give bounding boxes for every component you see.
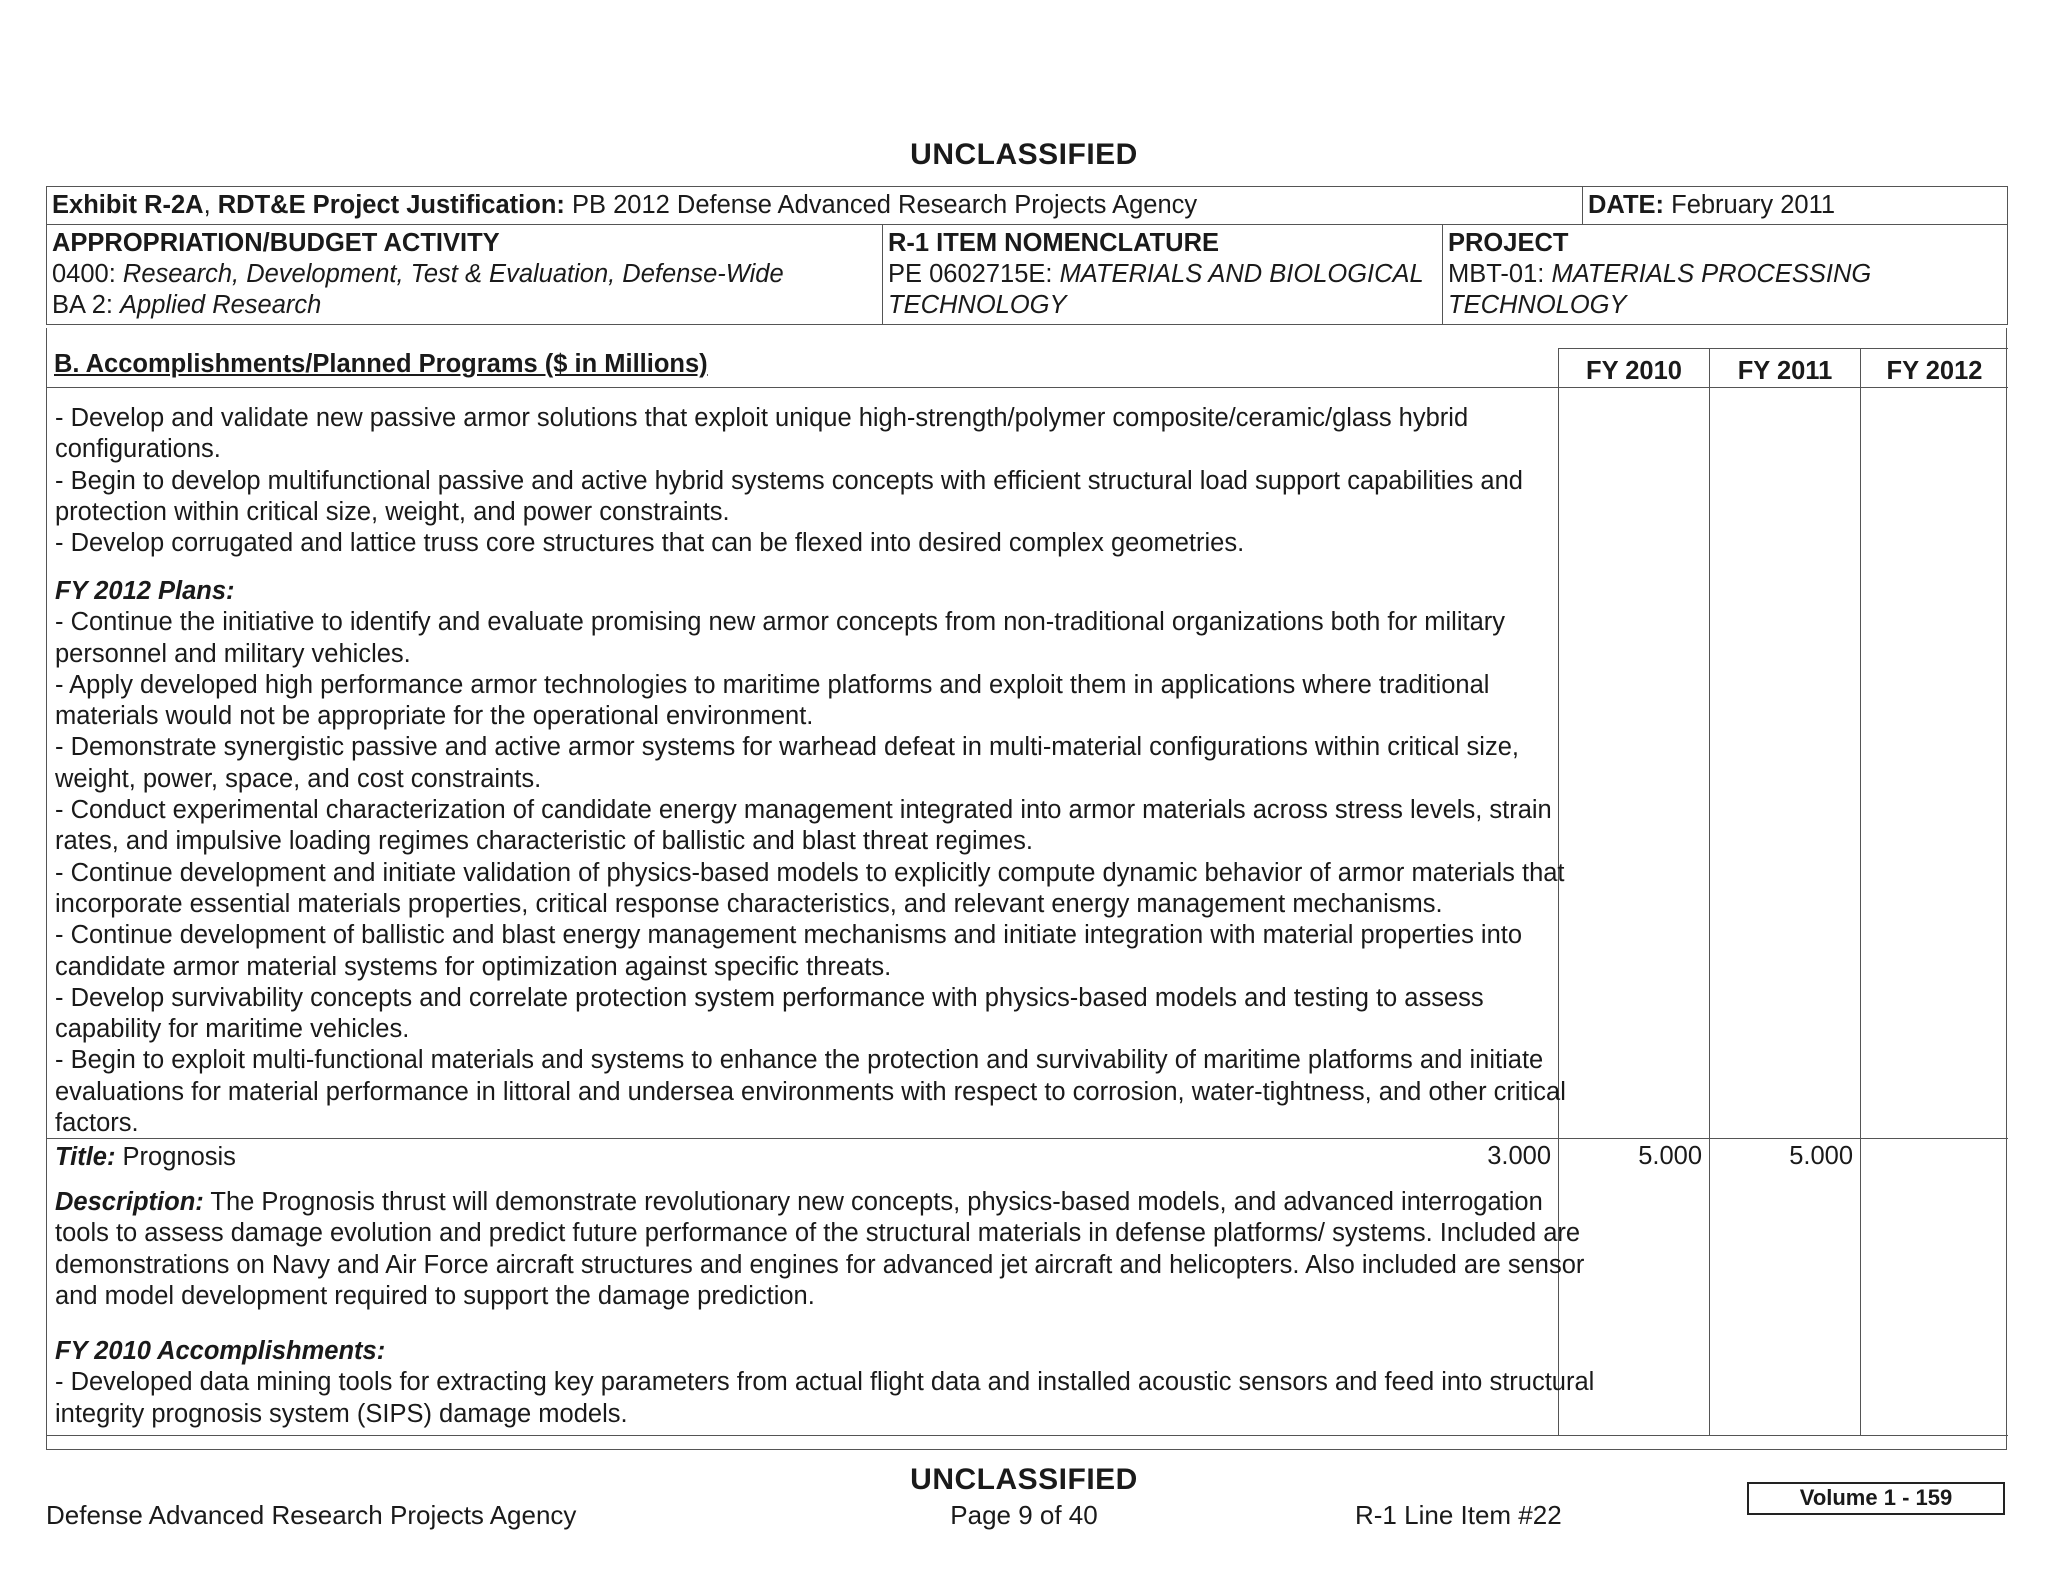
date-label: DATE:: [1588, 191, 1665, 219]
fy2010-accomplishments: [55, 1336, 1595, 1430]
prognosis-title: [55, 1142, 1595, 1173]
description-text: The Prognosis thrust will demonstrate revolutionary new concepts, physics-based models, and advanced interrogation tools to assess damage evolution and predict future performance of the structural materials in defense platforms/ systems. Included are demonstrations on Navy and Air Force aircraft structures and engines for advanced jet aircraft and helicopters. Also included are sensor and model development required to support the damage prediction.: [55, 1188, 1585, 1310]
project-label: PROJECT: [1448, 229, 1569, 257]
fy2012-plans-heading: FY 2012 Plans:: [55, 577, 235, 605]
project-line: [1448, 259, 2002, 321]
r1-nomenclature-cell: [883, 225, 1443, 325]
header-row-details: [47, 225, 2008, 325]
bullet-item: - Begin to exploit multi-functional materials and systems to enhance the protection and survivability of maritime platforms and initiate evaluations for material performance in littoral and undersea environments with respect to corrosion, water-tightness, and other critical factors.: [55, 1046, 1566, 1138]
r1-name: MATERIALS AND BIOLOGICAL TECHNOLOGY: [888, 260, 1424, 319]
date-cell: [1583, 187, 2008, 225]
exhibit-header-table: [46, 186, 2008, 325]
classification-top: UNCLASSIFIED: [910, 138, 1138, 171]
bullet-item: - Develop and validate new passive armor solutions that exploit unique high-strength/polymer composite/ceramic/glass hybrid configurations.: [55, 404, 1469, 464]
bullet-item: - Demonstrate synergistic passive and active armor systems for warhead defeat in multi-material configurations within critical size, weight, power, space, and cost constraints.: [55, 733, 1519, 793]
continued-bullets: [55, 403, 1595, 559]
bullet-item: - Develop corrugated and lattice truss core structures that can be flexed into desired complex geometries.: [55, 529, 1245, 558]
exhibit-label: Exhibit R-2A: [52, 191, 204, 219]
project-cell: [1443, 225, 2008, 325]
exhibit-title-cell: [47, 187, 1583, 225]
budget-activity-name: Applied Research: [120, 291, 322, 319]
appropriation-code: 0400:: [52, 260, 123, 288]
footer-agency: Defense Advanced Research Projects Agency: [46, 1500, 577, 1530]
divider-fy2012: [1860, 348, 1861, 1435]
r1-line: [888, 259, 1437, 321]
prognosis-fy2011-value: 5.000: [1638, 1142, 1702, 1170]
appropriation-line: [52, 259, 877, 290]
fy-header-2010: FY 2010: [1586, 357, 1682, 385]
prognosis-fy2012-value: 5.000: [1789, 1142, 1853, 1170]
volume-box: Volume 1 - 159: [1747, 1482, 2005, 1515]
bullet-item: - Continue development of ballistic and blast energy management mechanisms and initiate integration with material properties into candidate armor material systems for optimization against specific threats.: [55, 921, 1523, 981]
description-label: Description:: [55, 1188, 204, 1216]
fy-header-top-rule: [1558, 348, 2008, 349]
justification-value: PB 2012 Defense Advanced Research Projects Agency: [564, 191, 1198, 219]
section-title: B. Accomplishments/Planned Programs ($ in Millions): [54, 350, 708, 378]
budget-activity-line: [52, 290, 877, 321]
budget-activity-code: BA 2:: [52, 291, 121, 319]
fy2010-accomplishments-heading: FY 2010 Accomplishments:: [55, 1337, 386, 1365]
prognosis-title-label: Title:: [55, 1143, 116, 1171]
bullet-item: - Continue the initiative to identify and evaluate promising new armor concepts from non-traditional organizations both for military personnel and military vehicles.: [55, 608, 1505, 668]
bullet-item: - Develop survivability concepts and correlate protection system performance with physics-based models and testing to assess capability for maritime vehicles.: [55, 983, 1484, 1044]
appropriation-label: APPROPRIATION/BUDGET ACTIVITY: [52, 229, 500, 257]
bullet-item: - Begin to develop multifunctional passive and active hybrid systems concepts with efficient structural load support capabilities and protection within critical size, weight, and power constraints.: [55, 466, 1523, 526]
section-bottom-rule: [47, 1435, 2008, 1436]
bullet-item: - Conduct experimental characterization of candidate energy management integrated into armor materials across stress levels, strain rates, and impulsive loading regimes characteristic of ballistic and blast threat regimes.: [55, 796, 1552, 856]
r1-code: PE 0602715E:: [888, 260, 1060, 288]
fy-header-2011: FY 2011: [1737, 357, 1833, 385]
prognosis-title-value: Prognosis: [115, 1143, 236, 1171]
fy-header-2012: FY 2012: [1886, 357, 1983, 385]
appropriation-cell: [47, 225, 883, 325]
accomplishments-section: [46, 328, 2007, 1450]
header-row-title: [47, 187, 2008, 225]
bullet-item: - Continue development and initiate validation of physics-based models to explicitly compute dynamic behavior of armor materials that incorporate essential materials properties, critical response characteristics, and relevant energy management mechanisms.: [55, 858, 1565, 918]
footer-page: Page 9 of 40: [950, 1500, 1098, 1530]
fy2012-plans: [55, 576, 1595, 1139]
prognosis-description: [55, 1187, 1595, 1312]
bullet-item: - Developed data mining tools for extracting key parameters from actual flight data and installed acoustic sensors and feed into structural integrity prognosis system (SIPS) damage models.: [55, 1368, 1595, 1428]
project-name: MATERIALS PROCESSING TECHNOLOGY: [1448, 260, 1872, 319]
justification-label: RDT&E Project Justification:: [217, 191, 565, 219]
bullet-item: - Apply developed high performance armor technologies to maritime platforms and exploit them in applications where traditional materials would not be appropriate for the operational environment.: [55, 670, 1490, 731]
project-code: MBT-01:: [1448, 260, 1552, 288]
exhibit-sep: ,: [203, 191, 218, 219]
classification-bottom: UNCLASSIFIED: [910, 1463, 1138, 1496]
r1-label: R-1 ITEM NOMENCLATURE: [888, 229, 1220, 257]
date-value: February 2011: [1664, 191, 1836, 219]
divider-fy2011: [1709, 348, 1710, 1435]
prognosis-fy2010-value: 3.000: [1487, 1142, 1551, 1170]
appropriation-name: Research, Development, Test & Evaluation, Defense-Wide: [122, 260, 784, 288]
footer-line-item: R-1 Line Item #22: [1355, 1500, 1562, 1530]
